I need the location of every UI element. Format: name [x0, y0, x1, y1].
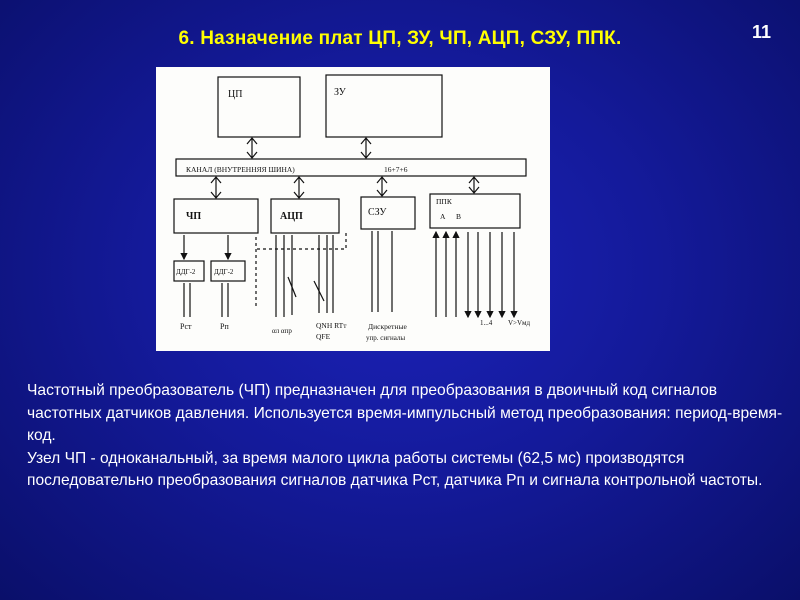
- ddg-right-label: ДДГ-2: [214, 268, 234, 276]
- signal-rst: Рст: [180, 322, 192, 331]
- bus-label: КАНАЛ (ВНУТРЕННЯЯ ШИНА): [186, 165, 295, 174]
- signal-discrete-1: Дискретные: [368, 322, 407, 331]
- signal-qnh: QNH RTт: [316, 321, 347, 330]
- body-text: [27, 380, 787, 493]
- ppk-label: ППК: [436, 197, 452, 206]
- body-paragraph-1: Частотный преобразователь (ЧП) предназначен для преобразования в двоичный код сигналов частотных датчиков давления. Используется время-импульсный метод преобразования: период-время-код.: [27, 382, 783, 445]
- slide-title: 6. Назначение плат ЦП, ЗУ, ЧП, АЦП, СЗУ, ППК.: [178, 28, 622, 49]
- szu-label: СЗУ: [368, 207, 387, 218]
- bus-width-label: 16+7+6: [384, 165, 408, 174]
- signal-qfe: QFE: [316, 332, 331, 341]
- signal-alpha: αл αпр: [272, 327, 292, 335]
- signal-discrete-2: упр. сигналы: [366, 334, 406, 342]
- ddg-left-label: ДДГ-2: [176, 268, 196, 276]
- slide-number: 11: [752, 22, 772, 42]
- block-diagram: [156, 67, 550, 351]
- signal-range: 1...4: [480, 319, 493, 327]
- cpu-block: [218, 77, 300, 137]
- freq-converter-label: ЧП: [186, 211, 202, 222]
- signal-rp: Рп: [220, 322, 229, 331]
- memory-block: [326, 75, 442, 137]
- body-paragraph-2: Узел ЧП - одноканальный, за время малого цикла работы системы (62,5 мс) производятся последовательно преобразования сигналов датчика Рст, датчика Рп и сигнала контрольной частоты.: [27, 449, 763, 490]
- cpu-label: ЦП: [228, 89, 243, 100]
- signal-vmd: V>Vмд: [508, 319, 531, 327]
- memory-label: ЗУ: [334, 87, 346, 98]
- ppk-port-a-label: А: [440, 212, 446, 221]
- ppk-port-b-label: В: [456, 212, 462, 221]
- adc-label: АЦП: [280, 211, 303, 222]
